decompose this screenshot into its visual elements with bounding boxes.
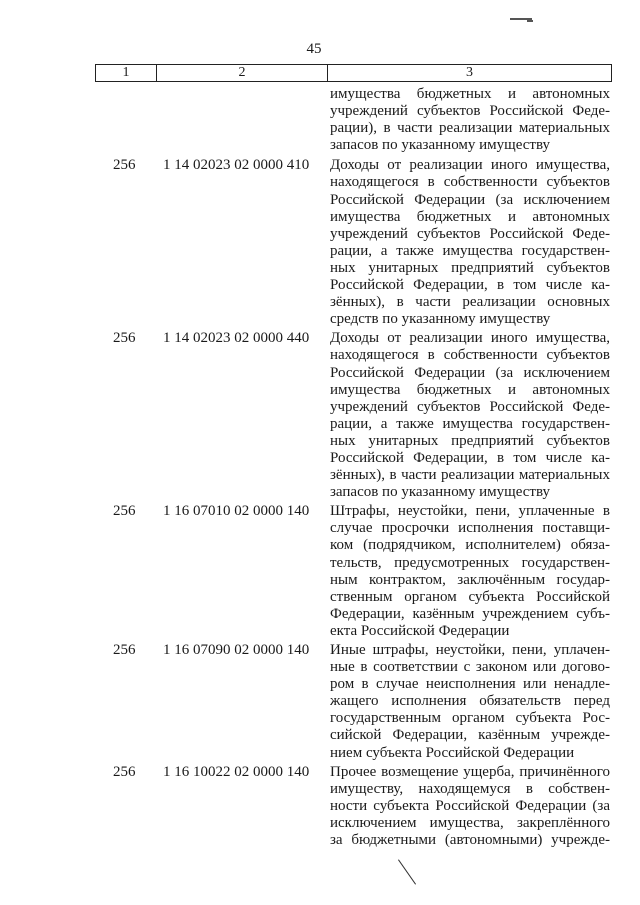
budget-code-cell: 1 14 02023 02 0000 440 — [163, 330, 310, 347]
description-line: Федерации, казённым учреждением субъ- — [330, 605, 610, 622]
description-line: учреждений субъектов Российской Феде- — [330, 225, 610, 242]
description-cell — [330, 503, 610, 640]
admin-code-cell: 256 — [113, 642, 136, 658]
description-line: запасов по указанному имуществу — [330, 137, 551, 154]
description-line: нием субъекта Российской Федерации — [330, 744, 575, 761]
description-line: ным контрактом, заключённым государ- — [330, 571, 610, 588]
description-cell — [330, 642, 610, 762]
description-line: ных унитарных предприятий субъектов — [330, 432, 610, 449]
description-line: за бюджетными (автономными) учрежде- — [330, 832, 610, 849]
description-line: имущества бюджетных и автономных — [330, 208, 610, 225]
description-line: находящегося в собственности субъектов — [330, 347, 610, 364]
description-line: зённых), в части реализации основных — [330, 294, 610, 311]
description-line: Штрафы, неустойки, пени, уплаченные в — [330, 503, 610, 520]
description-line: имуществу, находящемуся в собствен- — [330, 780, 610, 797]
description-line: ственным органом субъекта Российской — [330, 588, 610, 605]
scan-artifact-mark — [527, 20, 533, 22]
admin-code-cell — [0, 86, 163, 154]
description-line: Российской Федерации, в том числе ка- — [330, 277, 610, 294]
description-line: ные в соответствии с законом или догово- — [330, 659, 610, 676]
budget-code-cell: 1 16 07090 02 0000 140 — [163, 642, 310, 658]
description-line: Иные штрафы, неустойки, пени, уплачен- — [330, 642, 610, 658]
scan-artifact-stroke — [398, 859, 416, 884]
description-line: сийской Федерации, казённым учрежде- — [330, 727, 610, 744]
description-line: Доходы от реализации иного имущества, — [330, 157, 610, 174]
description-line: имущества бюджетных и автономных — [330, 86, 610, 102]
description-line: ности субъекта Российской Федерации (за — [330, 797, 610, 814]
description-line: ром в случае неисполнения или ненадле- — [330, 676, 610, 693]
admin-code-cell: 256 — [113, 330, 136, 347]
table-body — [0, 86, 640, 849]
description-line: государственным органом субъекта Рос- — [330, 710, 610, 727]
table-row — [0, 157, 640, 328]
description-cell — [330, 330, 610, 501]
admin-code-cell: 256 — [113, 157, 136, 174]
description-line: рации, а также имущества государствен- — [330, 415, 610, 432]
description-line: Российской Федерации (за исключением — [330, 191, 610, 208]
description-line: исключением имущества, закреплённого — [330, 814, 610, 831]
table-header — [95, 64, 612, 82]
description-line: Доходы от реализации иного имущества, — [330, 330, 610, 347]
table-row — [0, 764, 640, 849]
description-cell — [330, 157, 610, 328]
description-line: Российской Федерации (за исключением — [330, 364, 610, 381]
description-line: зённых), в части реализации материальных — [330, 467, 610, 484]
description-line: Прочее возмещение ущерба, причинённого — [330, 763, 610, 780]
admin-code-cell: 256 — [113, 503, 136, 520]
description-line: имущества бюджетных и автономных — [330, 381, 610, 398]
description-line: находящегося в собственности субъектов — [330, 174, 610, 191]
description-line: рации, а также имущества государствен- — [330, 242, 610, 259]
budget-code-cell: 1 16 10022 02 0000 140 — [163, 763, 310, 780]
description-line: средств по указанному имуществу — [330, 311, 551, 328]
table-row — [0, 642, 640, 762]
description-line: тельств, предусмотренных государствен- — [330, 554, 610, 571]
budget-code-cell — [163, 86, 330, 154]
description-line: учреждений субъектов Российской Феде- — [330, 103, 610, 120]
page-number: 45 — [306, 41, 322, 57]
description-line: екта Российской Федерации — [330, 622, 510, 639]
table-row — [0, 86, 640, 154]
description-line: ком (подрядчиком, исполнителем) обяза- — [330, 537, 610, 554]
description-line: ных унитарных предприятий субъектов — [330, 259, 610, 276]
table-row — [0, 330, 640, 501]
description-line: учреждений субъектов Российской Феде- — [330, 398, 610, 415]
description-line: рации), в части реализации материальных — [330, 120, 610, 137]
admin-code-cell: 256 — [113, 763, 136, 780]
budget-code-cell: 1 14 02023 02 0000 410 — [163, 157, 310, 174]
table-row — [0, 503, 640, 640]
column-header-1: 1 — [96, 65, 157, 81]
description-cell — [330, 86, 610, 154]
column-header-2: 2 — [157, 65, 328, 81]
budget-code-cell: 1 16 07010 02 0000 140 — [163, 503, 310, 520]
column-header-3: 3 — [466, 65, 473, 80]
description-line: случае просрочки исполнения поставщи- — [330, 520, 610, 537]
description-line: жащего исполнения обязательств перед — [330, 693, 610, 710]
description-line: Российской Федерации, в том числе ка- — [330, 449, 610, 466]
description-line: запасов по указанному имуществу — [330, 484, 551, 501]
description-cell — [330, 764, 610, 849]
